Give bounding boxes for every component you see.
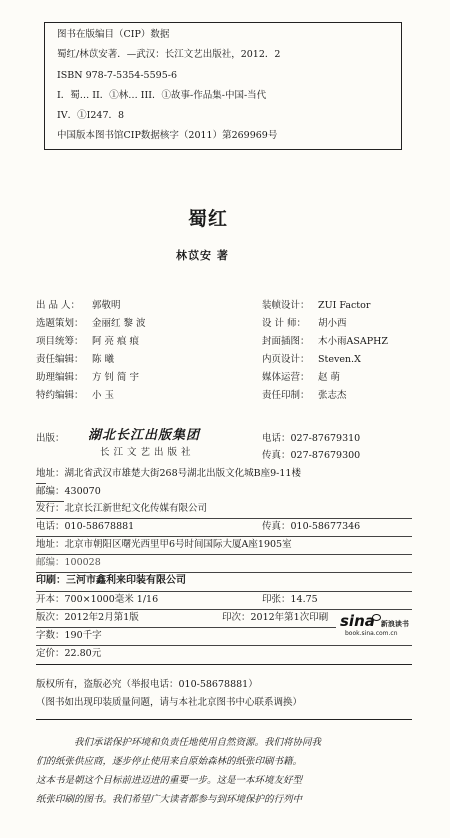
publisher-tel-label: 电话：	[262, 433, 291, 444]
cip-line-2: ISBN 978-7-5354-5595-6	[57, 70, 177, 81]
divider	[36, 572, 412, 573]
book-title: 蜀红	[188, 208, 229, 230]
divider	[36, 627, 336, 628]
edition: 版次：2012年2月第1版	[36, 612, 139, 623]
environment-line-4: 纸张印刷的图书。我们希望广大读者都参与到环境保护的行列中	[36, 794, 303, 805]
credit-label: 责任编辑：	[36, 354, 84, 365]
publisher-fax-value: 027-87679300	[290, 450, 361, 461]
copyright-line-2: （图书如出现印装质量问题，请与本社北京图书中心联系调换）	[36, 697, 303, 708]
credit-designer	[262, 318, 347, 330]
publisher-group-calligraphy: 湖北长江出版集团	[88, 428, 201, 443]
divider	[36, 609, 412, 610]
credit-contributing-editor	[36, 390, 114, 402]
credit-value: 方 钊 简 宇	[92, 372, 140, 383]
credit-planner	[36, 318, 146, 330]
sina-eye-icon	[372, 614, 381, 621]
credit-value: 赵 萌	[318, 372, 341, 383]
credit-value: ZUI Factor	[318, 300, 371, 311]
credit-editor	[36, 354, 114, 366]
credit-label: 项目统筹：	[36, 336, 84, 347]
divider	[36, 719, 412, 720]
cip-line-1: 蜀红/林苡安著．—武汉：长江文艺出版社，2012．2	[57, 49, 281, 60]
impression: 印次：2012年第1次印刷	[222, 612, 329, 623]
distributor-tel: 电话：010-58678881	[36, 521, 135, 532]
credit-label: 责任印制：	[262, 390, 310, 401]
credit-value: 金丽红 黎 波	[92, 318, 146, 329]
credit-binding-design	[262, 300, 370, 312]
publisher-postcode: 邮编：430070	[36, 486, 101, 497]
publisher-fax-label: 传真：	[262, 450, 291, 461]
environment-statement	[36, 733, 416, 809]
credit-label: 选题策划：	[36, 318, 84, 329]
distributor-fax: 传真：010-58677346	[262, 521, 361, 532]
cip-heading: 图书在版编目（CIP）数据	[57, 29, 170, 40]
credit-label: 封面插图：	[262, 336, 310, 347]
price: 定价：22.80元	[36, 648, 102, 659]
credit-print-manager	[262, 390, 347, 402]
divider	[36, 483, 46, 484]
environment-line-2: 们的纸张供应商，逐步停止使用来自原始森林的纸张印刷书籍。	[36, 756, 303, 767]
sina-url: book.sina.com.cn	[345, 630, 398, 637]
credit-label: 内页设计：	[262, 354, 310, 365]
credit-coordinator	[36, 336, 139, 348]
printer: 印刷：三河市鑫利来印装有限公司	[36, 575, 186, 586]
distributor-postcode: 邮编：100028	[36, 557, 101, 568]
credit-label: 出 品 人：	[36, 300, 81, 311]
credit-label: 媒体运营：	[262, 372, 310, 383]
copyright-line-1: 版权所有，盗版必究（举报电话：010-58678881）	[36, 679, 258, 690]
publisher-fax	[262, 450, 360, 462]
print-sheets: 印张：14.75	[262, 594, 318, 605]
credit-cover-illustration	[262, 336, 388, 348]
publisher-address: 地址：湖北省武汉市雄楚大街268号湖北出版文化城B座9-11楼	[36, 468, 301, 479]
publisher-tel-value: 027-87679310	[290, 433, 361, 444]
divider	[36, 554, 412, 555]
credit-label: 设 计 师：	[262, 318, 307, 329]
credit-assistant-editor	[36, 372, 139, 384]
credit-media	[262, 372, 340, 384]
credit-producer	[36, 300, 121, 312]
environment-line-1: 我们承诺保护环境和负责任地使用自然资源。我们将协同我	[74, 737, 322, 748]
credit-value: 木小雨ASAPHZ	[318, 336, 389, 347]
credit-label: 装帧设计：	[262, 300, 310, 311]
word-count: 字数：190千字	[36, 630, 102, 641]
sina-wordmark: sina	[340, 612, 375, 630]
book-format: 开本：700×1000毫米 1/16	[36, 594, 159, 605]
divider	[36, 645, 412, 646]
publisher-tel	[262, 433, 360, 445]
sina-book-tag: 新浪读书	[380, 620, 409, 628]
divider	[36, 518, 412, 519]
credit-value: Steven.X	[318, 354, 361, 365]
credit-value: 张志杰	[318, 390, 347, 401]
credit-value: 胡小西	[318, 318, 347, 329]
credit-label: 助理编辑：	[36, 372, 84, 383]
credit-value: 陈 曦	[92, 354, 115, 365]
credit-label: 特约编辑：	[36, 390, 84, 401]
cip-data-box	[44, 22, 402, 150]
book-author: 林苡安 著	[176, 249, 229, 262]
cip-line-5: 中国版本图书馆CIP数据核字（2011）第269969号	[57, 130, 278, 141]
publisher-label: 出版：	[36, 433, 65, 444]
divider	[36, 664, 412, 665]
environment-line-3: 这本书是朝这个目标前进迈进的重要一步。这是一本环境友好型	[36, 775, 303, 786]
distributor: 发行：北京长江新世纪文化传媒有限公司	[36, 503, 208, 514]
credit-value: 郭敬明	[92, 300, 121, 311]
divider	[36, 536, 412, 537]
credit-interior-design	[262, 354, 361, 366]
divider	[36, 501, 64, 502]
cip-line-3: I．蜀… II．①林… III．①故事-作品集-中国-当代	[57, 90, 267, 101]
sina-book-logo	[340, 612, 409, 631]
distributor-address: 地址：北京市朝阳区曙光西里甲6号时间国际大厦A座1905室	[36, 539, 292, 550]
credit-value: 阿 亮 痕 痕	[92, 336, 140, 347]
divider	[36, 591, 412, 592]
publisher-name: 长江文艺出版社	[100, 447, 195, 458]
credit-value: 小 玉	[92, 390, 115, 401]
cip-line-4: IV．①I247．8	[57, 110, 125, 121]
